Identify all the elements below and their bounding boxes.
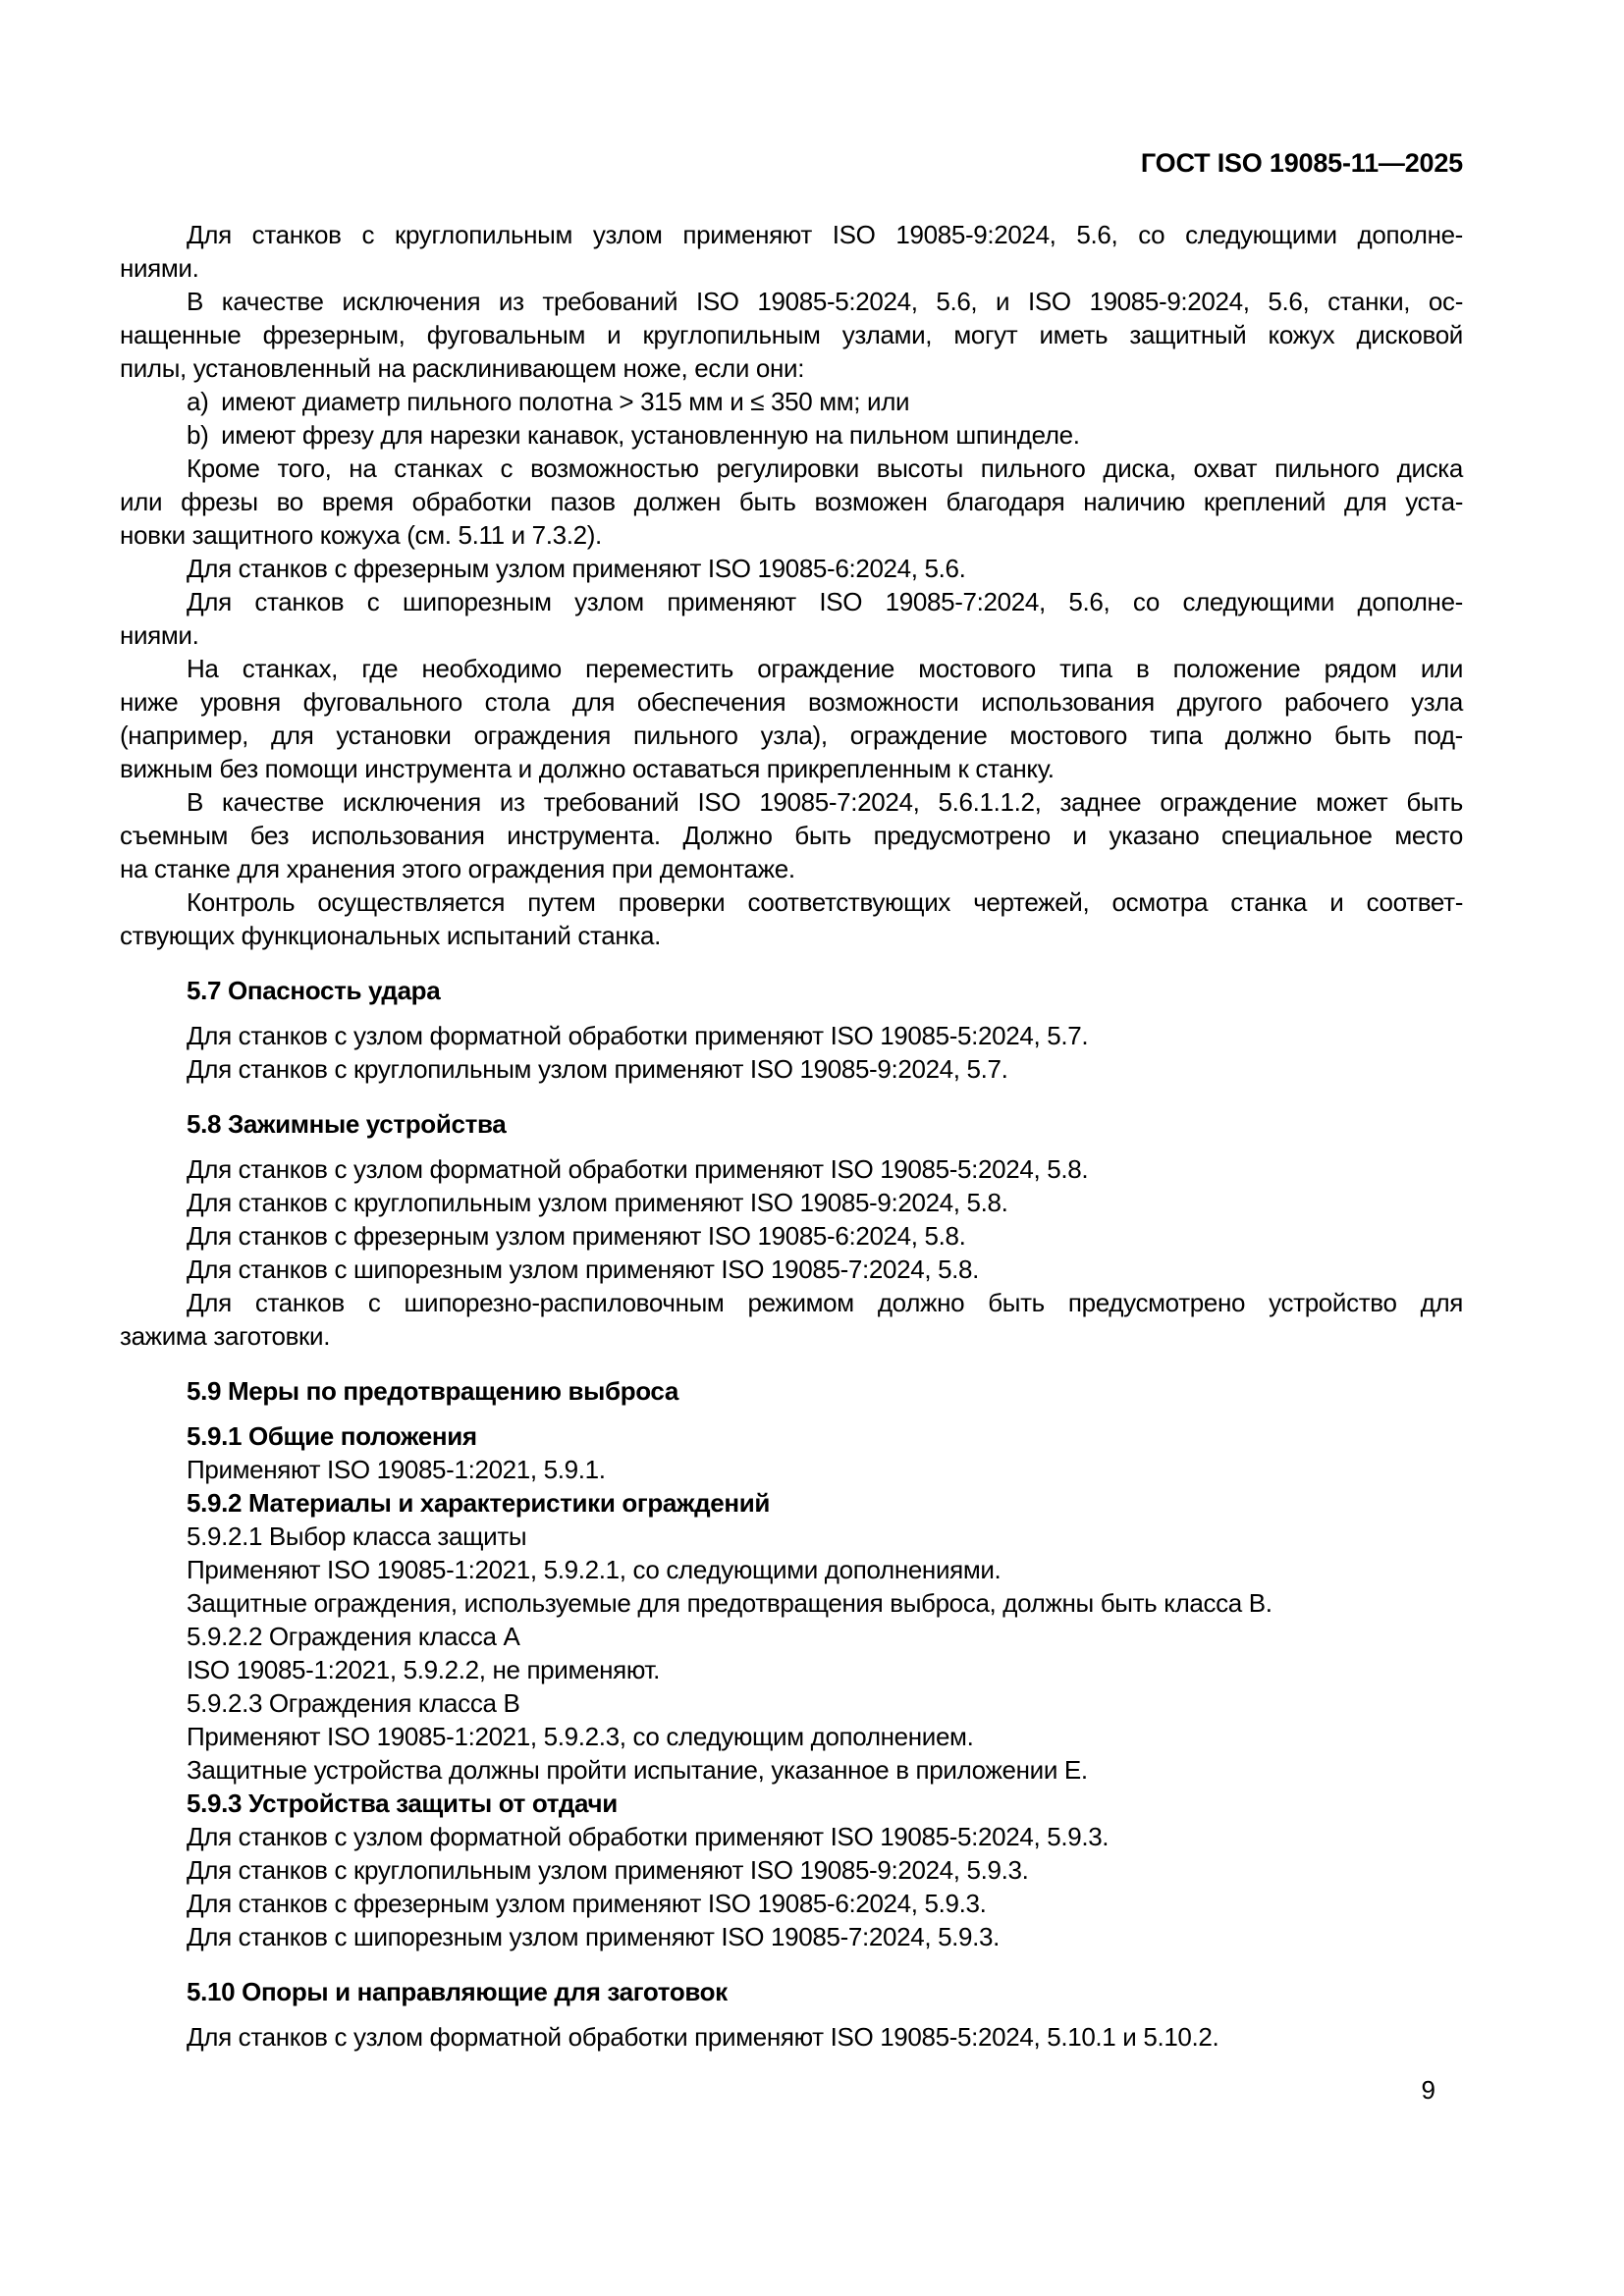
text-line: На станках, где необходимо переместить ограждение мостового типа в положение рядом или [187,654,1463,683]
text-line: ниями. [120,620,199,650]
text-line: Для станков с круглопильным узлом применяют ISO 19085-9:2024, 5.8. [187,1188,1008,1217]
page-number: 9 [1421,2075,1435,2105]
subsection-heading: 5.9.3 Устройства защиты от отдачи [187,1789,618,1818]
subsection-heading: 5.9.1 Общие положения [187,1421,477,1451]
text-line: ISO 19085-1:2021, 5.9.2.2, не применяют. [187,1655,660,1684]
section-heading: 5.10 Опоры и направляющие для заготовок [187,1977,728,2006]
section-heading: 5.7 Опасность удара [187,976,441,1005]
section-heading: 5.9 Меры по предотвращению выброса [187,1376,678,1406]
text-line: ниже уровня фуговального стола для обеспечения возможности использования другого рабочего узла [120,687,1463,717]
text-line: В качестве исключения из требований ISO 19085-7:2024, 5.6.1.1.2, заднее ограждение может быть [187,787,1463,817]
text-line: Для станков с шипорезно-распиловочным режимом должно быть предусмотрено устройство для [187,1288,1463,1317]
text-line: b) имеют фрезу для нарезки канавок, установленную на пильном шпинделе. [187,420,1080,450]
text-line: (например, для установки ограждения пильного узла), ограждение мостового типа должно быть под- [120,721,1463,750]
section-heading: 5.8 Зажимные устройства [187,1109,507,1139]
text-line: Для станков с узлом форматной обработки применяют ISO 19085-5:2024, 5.7. [187,1021,1089,1050]
text-line: Для станков с шипорезным узлом применяют ISO 19085-7:2024, 5.9.3. [187,1922,1001,1951]
text-line: Контроль осуществляется путем проверки соответствующих чертежей, осмотра станка и соответ- [187,887,1463,917]
text-line: a) имеют диаметр пильного полотна > 315 мм и ≤ 350 мм; или [187,387,910,416]
text-line: ствующих функциональных испытаний станка. [120,921,662,950]
text-line: В качестве исключения из требований ISO 19085-5:2024, 5.6, и ISO 19085-9:2024, 5.6, станки, ос- [187,287,1463,316]
text-line: ниями. [120,253,199,283]
text-line: Применяют ISO 19085-1:2021, 5.9.2.3, со следующим дополнением. [187,1722,974,1751]
text-line: зажима заготовки. [120,1321,331,1351]
text-line: Для станков с узлом форматной обработки применяют ISO 19085-5:2024, 5.9.3. [187,1822,1110,1851]
running-header: ГОСТ ISO 19085-11—2025 [1140,148,1463,178]
text-line: Для станков с круглопильным узлом применяют ISO 19085-9:2024, 5.9.3. [187,1855,1029,1885]
text-line: вижным без помощи инструмента и должно оставаться прикрепленным к станку. [120,754,1055,783]
text-line: Для станков с фрезерным узлом применяют ISO 19085-6:2024, 5.9.3. [187,1889,987,1918]
document-body [120,218,1463,2054]
text-line: или фрезы во время обработки пазов должен быть возможен благодаря наличию креплений для уста- [120,487,1463,516]
text-line: пилы, установленный на расклинивающем ноже, если они: [120,353,805,383]
text-line: Применяют ISO 19085-1:2021, 5.9.2.1, со следующими дополнениями. [187,1555,1001,1584]
text-line: Для станков с шипорезным узлом применяют ISO 19085-7:2024, 5.8. [187,1255,980,1284]
text-line: Защитные устройства должны пройти испытание, указанное в приложении E. [187,1755,1088,1785]
text-line: Применяют ISO 19085-1:2021, 5.9.1. [187,1455,606,1484]
text-line: Для станков с узлом форматной обработки применяют ISO 19085-5:2024, 5.10.1 и 5.10.2. [187,2022,1219,2052]
text-line: Для станков с круглопильным узлом применяют ISO 19085-9:2024, 5.6, со следующими дополне- [187,220,1463,249]
text-line: 5.9.2.3 Ограждения класса B [187,1688,520,1718]
text-line: новки защитного кожуха (см. 5.11 и 7.3.2). [120,520,602,550]
text-line: на станке для хранения этого ограждения при демонтаже. [120,854,795,883]
text-line: 5.9.2.2 Ограждения класса A [187,1622,520,1651]
text-line: 5.9.2.1 Выбор класса защиты [187,1522,527,1551]
text-line: Для станков с круглопильным узлом применяют ISO 19085-9:2024, 5.7. [187,1054,1008,1084]
text-line: Защитные ограждения, используемые для предотвращения выброса, должны быть класса B. [187,1588,1272,1618]
text-line: Для станков с фрезерным узлом применяют ISO 19085-6:2024, 5.6. [187,554,966,583]
text-line: Для станков с узлом форматной обработки применяют ISO 19085-5:2024, 5.8. [187,1154,1089,1184]
subsection-heading: 5.9.2 Материалы и характеристики ограждений [187,1488,770,1518]
text-line: нащенные фрезерным, фуговальным и круглопильным узлами, могут иметь защитный кожух дисковой [120,320,1463,349]
text-line: съемным без использования инструмента. Должно быть предусмотрено и указано специальное место [120,821,1463,850]
text-line: Для станков с шипорезным узлом применяют ISO 19085-7:2024, 5.6, со следующими дополне- [187,587,1463,616]
text-line: Для станков с фрезерным узлом применяют ISO 19085-6:2024, 5.8. [187,1221,966,1251]
text-line: Кроме того, на станках с возможностью регулировки высоты пильного диска, охват пильного диска [187,454,1463,483]
